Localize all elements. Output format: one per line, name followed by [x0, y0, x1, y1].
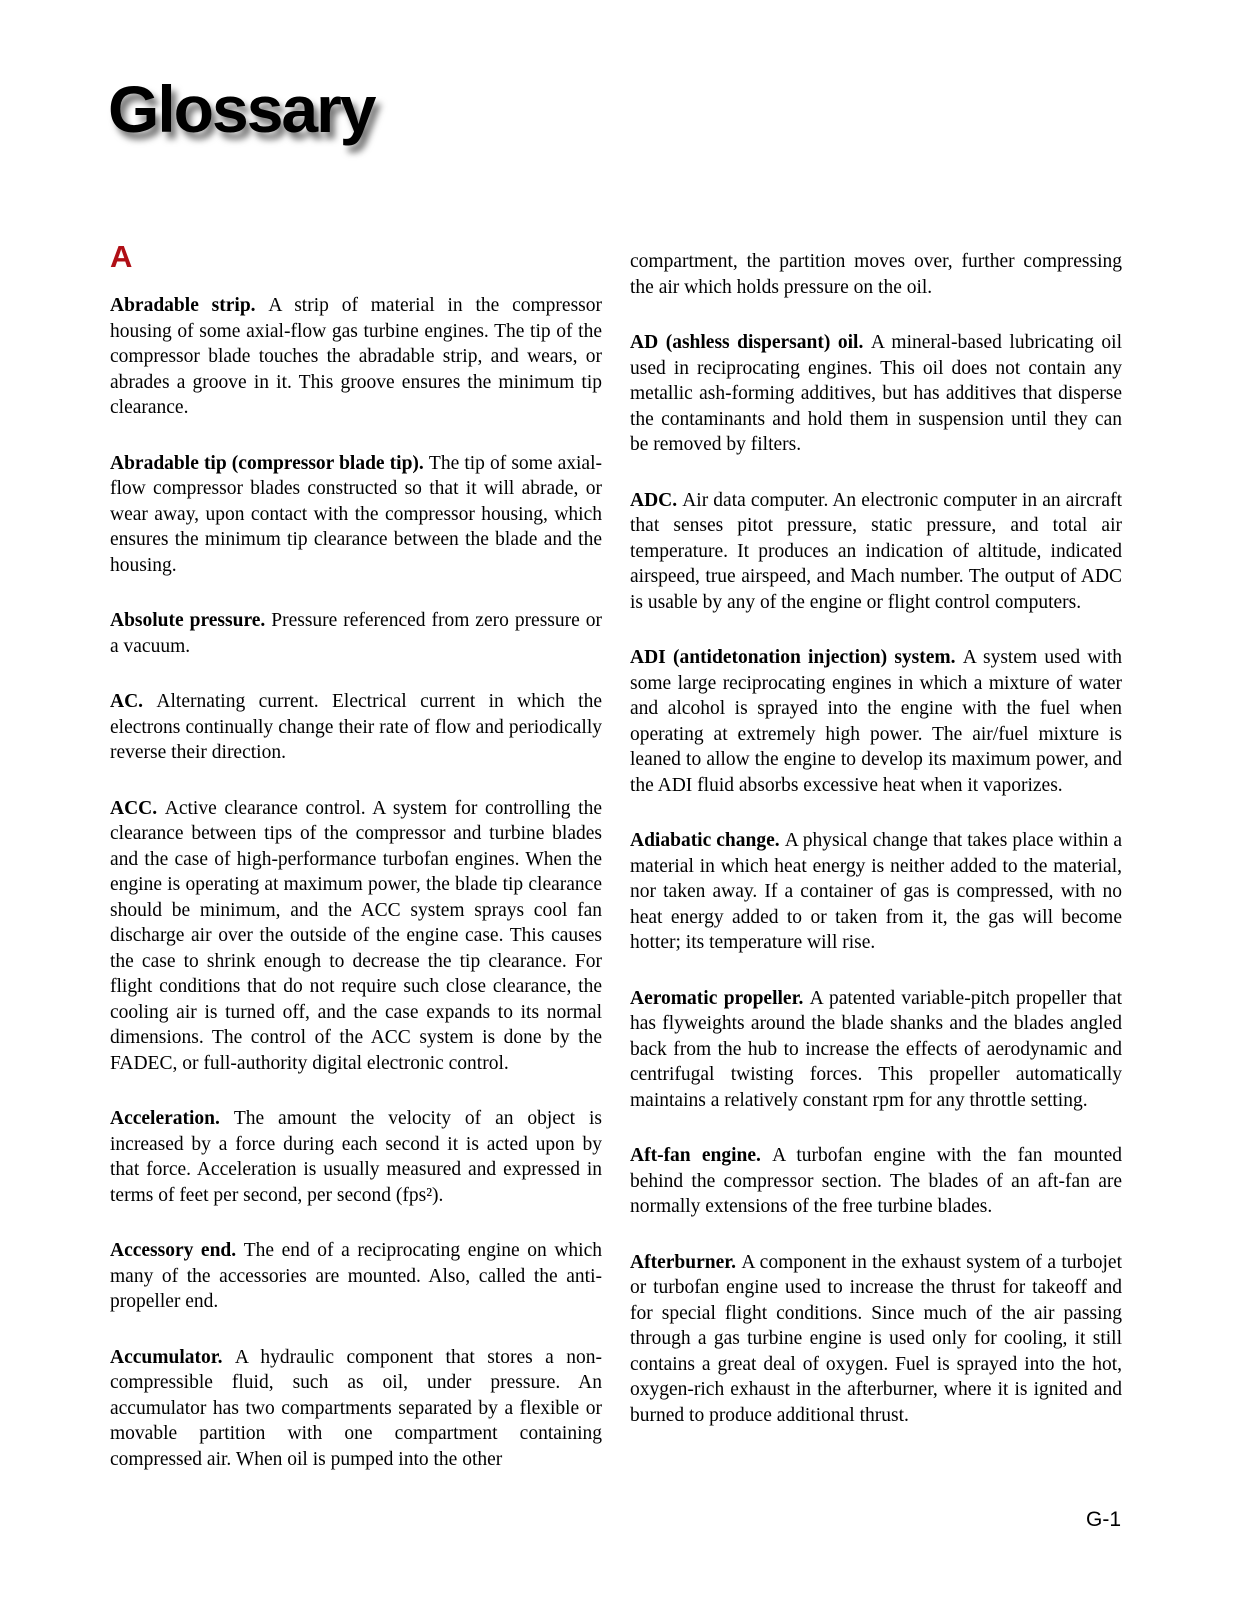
glossary-term: Acceleration. — [110, 1108, 234, 1129]
glossary-term: Abradable tip (compressor blade tip). — [110, 452, 429, 474]
glossary-term: ACC. — [110, 797, 165, 819]
right-text-column — [630, 249, 1122, 1458]
glossary-definition: A component in the exhaust system of a turbojet or turbofan engine used to increase the thrust for takeoff and for special flight conditions. Since much of the air passing through a gas turbine engine is used only for cooling, it still contains a great deal of oxygen. Fuel is sprayed into the hot, oxygen-rich exhaust in the afterburner, where it is ignited and burned to produce additional thrust. — [630, 1251, 1122, 1426]
glossary-term: Aeromatic propeller. — [630, 987, 810, 1009]
glossary-entry — [630, 828, 1122, 956]
glossary-entry — [110, 689, 602, 766]
glossary-definition: The tip of some axial-flow compressor blades constructed so that it will abrade, or wear away, upon contact with the compressor housing, which ensures the minimum tip clearance between the blade and the housing. — [110, 452, 602, 576]
glossary-entry — [630, 249, 1122, 300]
glossary-definition: compartment, the partition moves over, further compressing the air which holds pressure on the oil. — [630, 251, 1122, 298]
glossary-entry — [630, 986, 1122, 1114]
glossary-definition: Active clearance control. A system for controlling the clearance between tips of the compressor and turbine blades and the case of high-performance turbofan engines. When the engine is operating at maximum power, the blade tip clearance should be minimum, and the ACC system sprays cool fan discharge air over the outside of the engine case. This causes the case to shrink enough to decrease the tip clearance. For flight conditions that do not require such close clearance, the cooling air is turned off, and the case expands to its normal dimensions. The control of the ACC system is done by the FADEC, or full-authority digital electronic control. — [110, 797, 603, 1074]
glossary-definition: A system used with some large reciprocating engines in which a mixture of water and alcohol is sprayed into the engine with the fuel when operating at extremely high power. The air/fuel mixture is leaned to allow the engine to develop its maximum power, and the ADI fluid absorbs excessive heat when it vaporizes. — [630, 647, 1122, 796]
glossary-term: Aft-fan engine. — [630, 1145, 773, 1166]
glossary-entry — [110, 1238, 602, 1315]
glossary-definition: A turbofan engine with the fan mounted behind the compressor section. The blades of an aft-fan are normally extensions of the free turbine blades. — [630, 1145, 1122, 1217]
glossary-definition: A hydraulic component that stores a non-compressible fluid, such as oil, under pressure. An accumulator has two compartments separated by a flexible or movable partition with one compartment containing compressed air. When oil is pumped into the other — [110, 1346, 602, 1470]
section-letter-heading: A — [110, 239, 133, 274]
glossary-entry — [110, 608, 602, 659]
glossary-term: ADI (antidetonation injection) system. — [630, 647, 963, 668]
glossary-term: AD (ashless dispersant) oil. — [630, 332, 871, 353]
glossary-entry — [630, 1250, 1122, 1429]
glossary-term: Absolute pressure. — [110, 610, 272, 631]
glossary-entry — [110, 1345, 602, 1473]
glossary-entry — [110, 796, 602, 1077]
glossary-term: Afterburner. — [630, 1251, 742, 1273]
page-title: Glossary — [108, 72, 375, 146]
page-number: G-1 — [1086, 1508, 1122, 1531]
glossary-definition: The amount the velocity of an object is increased by a force during each second it is acted upon by that force. Acceleration is usually measured and expressed in terms of feet per second, per second (fps²). — [110, 1108, 602, 1206]
glossary-term: ADC. — [630, 489, 683, 511]
glossary-definition: Alternating current. Electrical current in which the electrons continually change their rate of flow and periodically reverse their direction. — [110, 691, 602, 763]
glossary-entry — [630, 330, 1122, 458]
glossary-entry — [110, 451, 602, 579]
glossary-term: Accessory end. — [110, 1240, 244, 1261]
glossary-entry — [110, 293, 602, 421]
glossary-term: Accumulator. — [110, 1346, 235, 1368]
glossary-term: Abradable strip. — [110, 295, 269, 316]
glossary-definition: Air data computer. An electronic computer in an aircraft that senses pitot pressure, static pressure, and total air temperature. It produces an indication of altitude, indicated airspeed, true airspeed, and Mach number. The output of ADC is usable by any of the engine or flight control computers. — [630, 489, 1122, 613]
glossary-entry — [630, 645, 1122, 798]
glossary-definition: A patented variable-pitch propeller that has flyweights around the blade shanks and the blades angled back from the hub to increase the effects of aerodynamic and centrifugal twisting forces. This propeller automatically maintains a relatively constant rpm for any throttle setting. — [630, 987, 1122, 1111]
glossary-entry — [630, 1143, 1122, 1220]
glossary-entry — [110, 1106, 602, 1208]
glossary-entry — [630, 488, 1122, 616]
glossary-definition: A strip of material in the compressor housing of some axial-flow gas turbine engines. The tip of the compressor blade touches the abradable strip, and wears, or abrades a groove in it. This groove ensures the minimum tip clearance. — [110, 295, 602, 418]
glossary-term: AC. — [110, 691, 157, 712]
left-text-column — [110, 293, 602, 1502]
glossary-definition: The end of a reciprocating engine on which many of the accessories are mounted. Also, called the anti-propeller end. — [110, 1240, 602, 1312]
glossary-definition: A mineral-based lubricating oil used in reciprocating engines. This oil does not contain any metallic ash-forming additives, but has additives that disperse the contaminants and hold them in suspension until they can be removed by filters. — [630, 332, 1122, 455]
glossary-term: Adiabatic change. — [630, 830, 785, 851]
glossary-definition: Pressure referenced from zero pressure or a vacuum. — [110, 610, 602, 657]
glossary-definition: A physical change that takes place within a material in which heat energy is neither added to the material, nor taken away. If a container of gas is compressed, with no heat energy added to or taken from it, the gas will become hotter; its temperature will rise. — [630, 830, 1122, 953]
